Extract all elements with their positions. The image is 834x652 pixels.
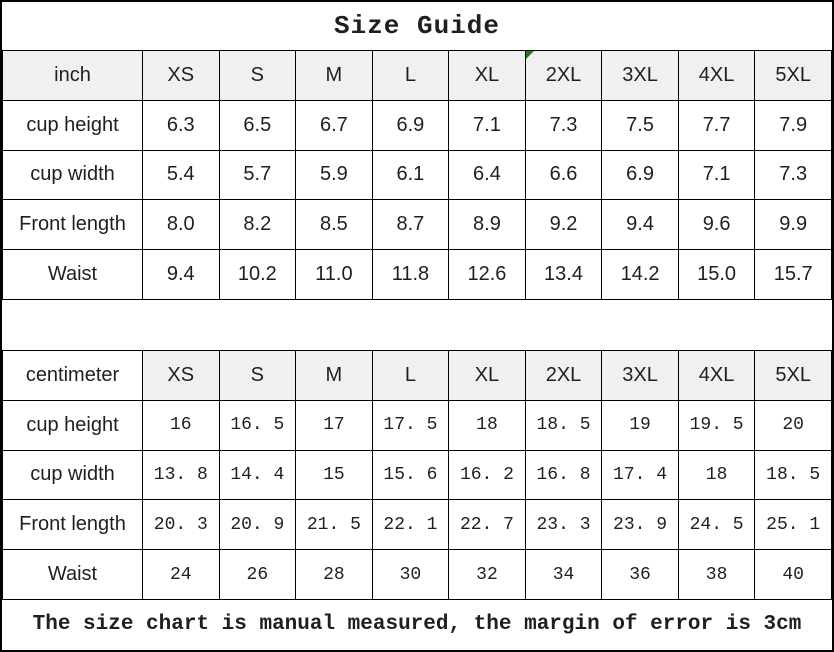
size-header-cell-xs: XS [143,51,220,101]
size-header-cell-m: M [296,351,373,401]
measurement-value-cell: 9.2 [525,200,602,250]
unit-label-cell: centimeter [3,351,143,401]
measurement-value-cell: 9.4 [143,250,220,300]
measurement-value-cell: 6.5 [219,100,296,150]
measurement-value-cell: 7.3 [755,150,832,200]
measurement-value-cell: 24. 5 [678,500,755,550]
measurement-value-cell: 14. 4 [219,450,296,500]
footer-note: The size chart is manual measured, the margin of error is 3cm [32,612,802,636]
inch-size-table [2,50,832,300]
row-label-cell: Front length [3,200,143,250]
measurement-value-cell: 32 [449,550,526,600]
measurement-value-cell: 5.9 [296,150,373,200]
row-label-cell: Waist [3,550,143,600]
spacer-row [2,300,832,350]
size-header-cell-2xl: 2XL [525,351,602,401]
measurement-value-cell: 5.4 [143,150,220,200]
measurement-value-cell: 9.9 [755,200,832,250]
size-header-cell-l: L [372,51,449,101]
measurement-value-cell: 14.2 [602,250,679,300]
size-header-cell-3xl: 3XL [602,351,679,401]
measurement-value-cell: 6.4 [449,150,526,200]
row-label-cell: cup width [3,450,143,500]
measurement-value-cell: 8.5 [296,200,373,250]
measurement-value-cell: 8.9 [449,200,526,250]
measurement-value-cell: 12.6 [449,250,526,300]
measurement-value-cell: 19 [602,400,679,450]
measurement-row [3,250,832,300]
measurement-value-cell: 25. 1 [755,500,832,550]
measurement-value-cell: 7.5 [602,100,679,150]
size-header-cell-4xl: 4XL [678,51,755,101]
measurement-value-cell: 18 [678,450,755,500]
size-header-cell-xs: XS [143,351,220,401]
measurement-row [3,100,832,150]
measurement-value-cell: 38 [678,550,755,600]
measurement-value-cell: 8.0 [143,200,220,250]
measurement-value-cell: 15. 6 [372,450,449,500]
measurement-value-cell: 10.2 [219,250,296,300]
centimeter-header-row [3,351,832,401]
measurement-value-cell: 15 [296,450,373,500]
size-header-cell-xl: XL [449,351,526,401]
measurement-value-cell: 7.3 [525,100,602,150]
measurement-value-cell: 16. 5 [219,400,296,450]
measurement-value-cell: 7.7 [678,100,755,150]
measurement-value-cell: 8.7 [372,200,449,250]
measurement-value-cell: 23. 9 [602,500,679,550]
measurement-row [3,450,832,500]
measurement-value-cell: 20. 9 [219,500,296,550]
measurement-value-cell: 40 [755,550,832,600]
size-header-cell-xl: XL [449,51,526,101]
measurement-value-cell: 23. 3 [525,500,602,550]
size-header-cell-5xl: 5XL [755,351,832,401]
row-label-cell: Front length [3,500,143,550]
measurement-value-cell: 15.7 [755,250,832,300]
row-label-cell: cup height [3,400,143,450]
measurement-value-cell: 7.1 [449,100,526,150]
inch-header-row [3,51,832,101]
measurement-value-cell: 6.9 [602,150,679,200]
measurement-value-cell: 6.7 [296,100,373,150]
measurement-value-cell: 7.9 [755,100,832,150]
measurement-row [3,150,832,200]
measurement-value-cell: 17. 5 [372,400,449,450]
measurement-value-cell: 11.0 [296,250,373,300]
size-header-cell-s: S [219,351,296,401]
row-label-cell: cup height [3,100,143,150]
measurement-value-cell: 24 [143,550,220,600]
size-header-cell-3xl: 3XL [602,51,679,101]
measurement-value-cell: 16. 8 [525,450,602,500]
size-header-cell-4xl: 4XL [678,351,755,401]
measurement-value-cell: 6.3 [143,100,220,150]
size-header-cell-2xl: 2XL [525,51,602,101]
measurement-value-cell: 17 [296,400,373,450]
measurement-value-cell: 9.6 [678,200,755,250]
measurement-row [3,200,832,250]
measurement-value-cell: 28 [296,550,373,600]
green-corner-marker-icon [526,51,534,59]
unit-label-cell: inch [3,51,143,101]
measurement-value-cell: 13.4 [525,250,602,300]
measurement-row [3,400,832,450]
measurement-value-cell: 18. 5 [755,450,832,500]
measurement-value-cell: 26 [219,550,296,600]
measurement-value-cell: 22. 7 [449,500,526,550]
measurement-value-cell: 36 [602,550,679,600]
measurement-value-cell: 7.1 [678,150,755,200]
measurement-value-cell: 20. 3 [143,500,220,550]
measurement-value-cell: 17. 4 [602,450,679,500]
measurement-value-cell: 9.4 [602,200,679,250]
measurement-value-cell: 18. 5 [525,400,602,450]
page-title: Size Guide [333,11,501,41]
row-label-cell: Waist [3,250,143,300]
size-header-cell-s: S [219,51,296,101]
measurement-row [3,550,832,600]
centimeter-size-table [2,350,832,600]
measurement-value-cell: 11.8 [372,250,449,300]
measurement-value-cell: 15.0 [678,250,755,300]
size-header-cell-5xl: 5XL [755,51,832,101]
measurement-row [3,500,832,550]
measurement-value-cell: 16 [143,400,220,450]
measurement-value-cell: 16. 2 [449,450,526,500]
measurement-value-cell: 21. 5 [296,500,373,550]
measurement-value-cell: 19. 5 [678,400,755,450]
size-header-cell-l: L [372,351,449,401]
measurement-value-cell: 20 [755,400,832,450]
measurement-value-cell: 18 [449,400,526,450]
row-label-cell: cup width [3,150,143,200]
measurement-value-cell: 6.1 [372,150,449,200]
measurement-value-cell: 5.7 [219,150,296,200]
measurement-value-cell: 13. 8 [143,450,220,500]
measurement-value-cell: 34 [525,550,602,600]
measurement-value-cell: 30 [372,550,449,600]
measurement-value-cell: 6.9 [372,100,449,150]
size-header-cell-m: M [296,51,373,101]
measurement-value-cell: 8.2 [219,200,296,250]
measurement-value-cell: 6.6 [525,150,602,200]
measurement-value-cell: 22. 1 [372,500,449,550]
